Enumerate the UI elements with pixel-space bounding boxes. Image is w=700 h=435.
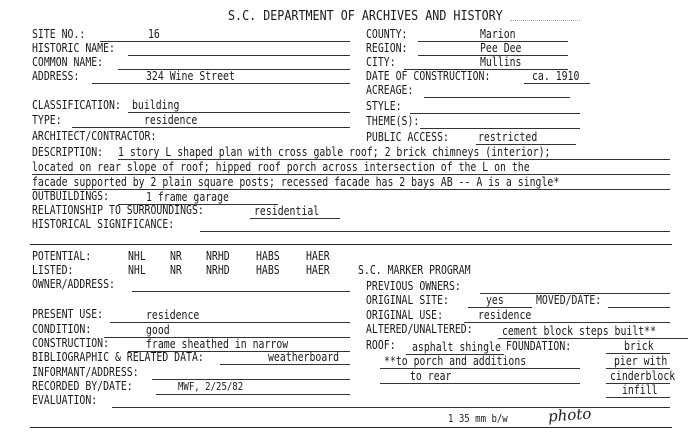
significance-line [200,231,670,232]
site-no-line [100,41,350,42]
description-line-2: located on rear slope of roof; hipped roof porch across intersection of the L on the [32,160,530,174]
acreage-line [424,97,570,98]
condition-value: good [146,323,170,337]
evaluation-label: EVALUATION: [32,393,98,407]
bibliographic-label: BIBLIOGRAPHIC & RELATED DATA: [32,350,204,364]
condition-label: CONDITION: [32,322,92,336]
owner-address-label: OWNER/ADDRESS: [32,277,115,291]
present-use-value: residence [146,308,200,322]
description-line-1: 1 story L shaped plan with cross gable roof; 2 brick chimneys (interior); [118,145,551,159]
city-label: CITY: [366,55,396,69]
themes-line [420,128,580,129]
owner-line [132,291,350,292]
type-line [72,127,350,128]
description-label: DESCRIPTION: [32,145,104,159]
common-name-label: COMMON NAME: [32,55,104,69]
roof-value: asphalt shingle [412,340,501,354]
recorded-by-line [156,394,350,395]
style-line [410,113,580,114]
moved-date-line [608,307,670,308]
site-no-label: SITE NO.: [32,27,86,41]
informant-label: INFORMANT/ADDRESS: [32,365,139,379]
date-construction-line [524,83,590,84]
date-construction-label: DATE OF CONSTRUCTION: [366,69,491,83]
listed-label: LISTED: [32,263,74,277]
potential-label: POTENTIAL: [32,249,92,263]
date-construction-value: ca. 1910 [532,69,580,83]
relationship-label: RELATIONSHIP TO SURROUNDINGS: [32,203,204,217]
potential-code-nr: NR [170,249,182,263]
original-use-label: ORIGINAL USE: [366,308,444,322]
section-divider [30,244,672,245]
previous-owners-label: PREVIOUS OWNERS: [366,279,461,293]
foundation-label: FOUNDATION: [506,339,572,353]
potential-code-habs: HABS [256,249,280,263]
foundation-value-3: cinderblock [610,369,676,383]
historic-name-label: HISTORIC NAME: [32,41,115,55]
roof-label: ROOF: [366,338,396,352]
construction-label: CONSTRUCTION: [32,336,110,350]
relationship-line [250,218,340,219]
listed-code-nrhd: NRHD [206,263,230,277]
listed-code-nr: NR [170,263,182,277]
type-label: TYPE: [32,113,62,127]
outbuildings-value: 1 frame garage [146,190,229,204]
themes-label: THEME(S): [366,114,420,128]
city-value: Mullins [480,55,522,69]
original-site-value: yes [486,293,504,307]
classification-value: building [132,98,180,112]
historic-name-line [128,55,350,56]
rear-note: to rear [410,369,452,383]
foundation-line-4 [606,397,670,398]
photo-signature: photo [547,404,592,426]
bibliographic-line [220,364,350,365]
foundation-value-4: infill [622,383,658,397]
public-access-label: PUBLIC ACCESS: [366,130,449,144]
classification-label: CLASSIFICATION: [32,98,121,112]
photo-info: 1 35 mm b/w [448,412,508,425]
region-value: Pee Dee [480,41,522,55]
architect-label: ARCHITECT/CONTRACTOR: [32,129,157,143]
present-use-label: PRESENT USE: [32,307,104,321]
original-use-value: residence [478,308,532,322]
construction-value-2: weatherboard [268,350,340,364]
address-line [92,83,350,84]
address-value: 324 Wine Street [146,69,235,83]
listed-code-haer: HAER [306,263,330,277]
foundation-value-2: pier with [614,354,668,368]
county-value: Marion [480,27,516,41]
description-line-3: facade supported by 2 plain square posts; recessed facade has 2 bays AB -- A is a single* [32,175,560,189]
foundation-value-1: brick [624,339,654,353]
acreage-label: ACREAGE: [366,83,414,97]
relationship-value: residential [254,204,320,218]
porch-note: **to porch and additions [384,354,527,368]
header-dots [510,20,580,21]
potential-code-nhl: NHL [128,249,146,263]
historical-significance-label: HISTORICAL SIGNIFICANCE: [32,217,175,231]
style-label: STYLE: [366,99,402,113]
rear-note-line [380,383,580,384]
type-value: residence [144,113,198,127]
address-label: ADDRESS: [32,69,80,83]
county-label: COUNTY: [366,27,408,41]
listed-code-habs: HABS [256,263,280,277]
construction-value: frame sheathed in narrow [146,337,289,351]
outbuildings-label: OUTBUILDINGS: [32,189,110,203]
moved-date-label: MOVED/DATE: [536,293,602,307]
potential-code-haer: HAER [306,249,330,263]
altered-label: ALTERED/UNALTERED: [366,322,473,336]
public-access-value: restricted [478,130,538,144]
description-underline-3 [32,189,670,190]
recorded-by-label: RECORDED BY/DATE: [32,379,133,393]
region-label: REGION: [366,41,408,55]
original-use-line [464,322,670,323]
altered-value: cement block steps built** [502,324,657,338]
listed-code-nhl: NHL [128,263,146,277]
potential-code-nrhd: NRHD [206,249,230,263]
form-title: S.C. DEPARTMENT OF ARCHIVES AND HISTORY [228,9,503,24]
original-site-label: ORIGINAL SITE: [366,293,449,307]
recorded-by-value: MWF, 2/25/82 [178,380,244,393]
bottom-rule [30,427,672,428]
marker-program-label: S.C. MARKER PROGRAM [358,263,471,277]
site-no-value: 16 [148,27,160,41]
